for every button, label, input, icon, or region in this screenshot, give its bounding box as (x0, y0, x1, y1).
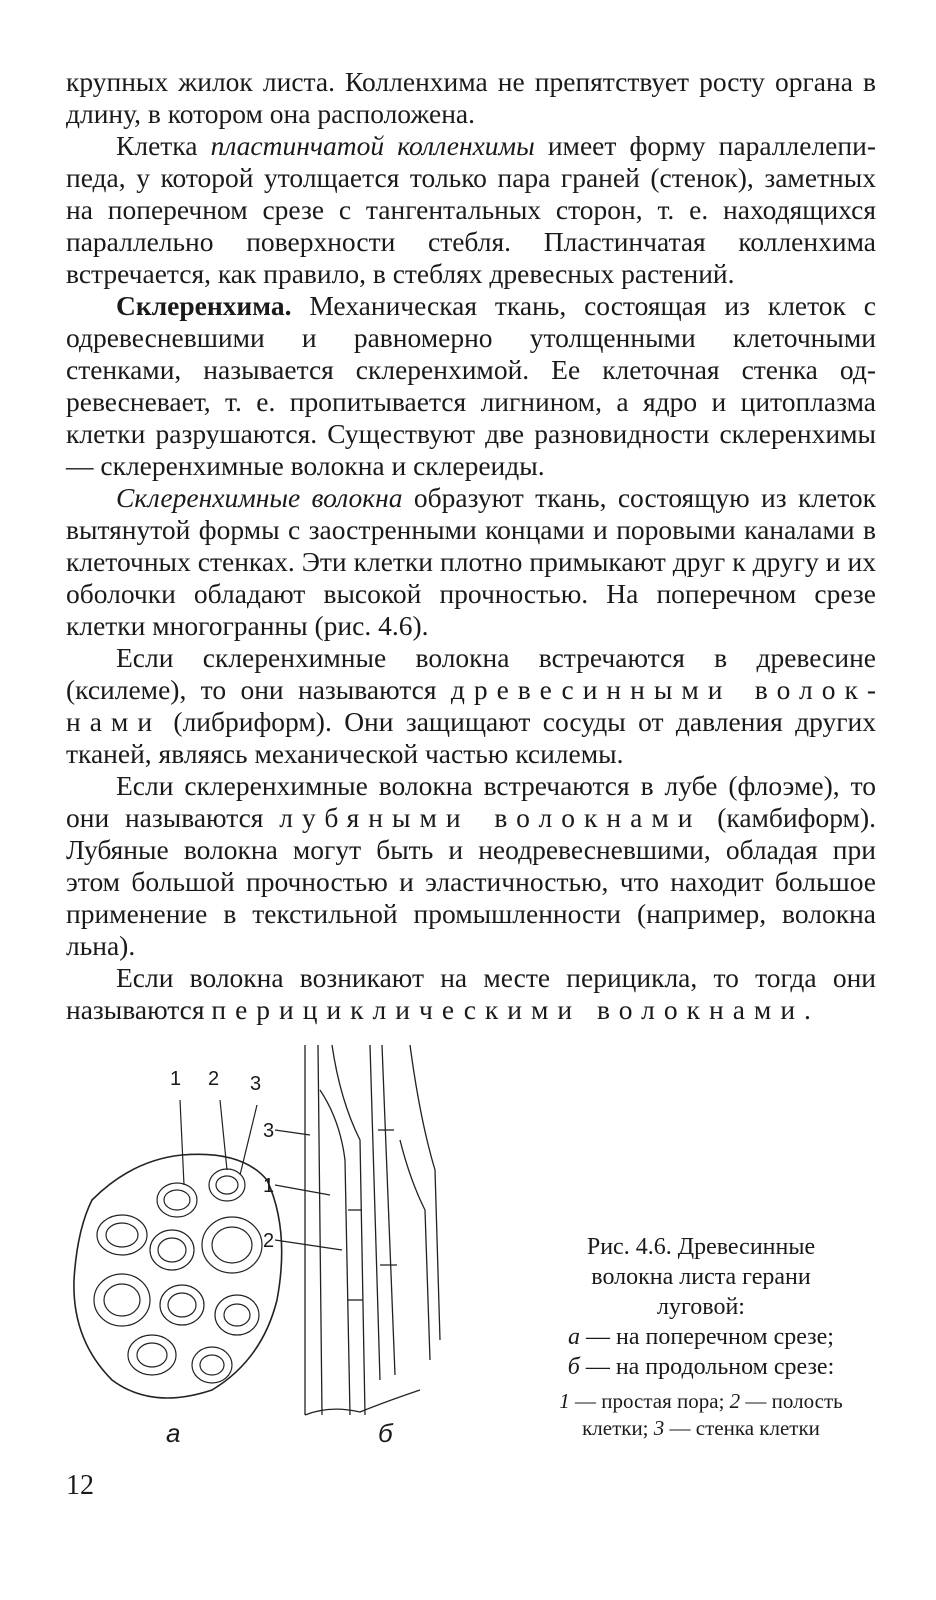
caption-line-4: а — на поперечном срезе; (568, 1324, 834, 1350)
figure-label-b: б (378, 1418, 393, 1448)
label-number-2-a: 2 (208, 1068, 220, 1090)
paragraph-3: Склеренхима. Механическая ткань, состоящая из клеток с одревесневшими и равномерно утолщенными клеточными стенками, называется склеренхимой. Ее клеточная стенка одревесневает, т. е. пропитывается лигнином, а ядро и цитоплазма клетки разрушаются. Существуют две разновидности склеренхимы — склеренхимные волокна и склереиды. (66, 290, 876, 481)
page-number: 12 (66, 1470, 94, 1501)
label-number-1-b: 1 (263, 1175, 275, 1197)
label-number-3-b: 3 (263, 1120, 275, 1142)
caption-line-6: 1 — простая пора; 2 — полость (559, 1389, 843, 1413)
paragraph-1: крупных жилок листа. Колленхима не препятствует росту органа в длину, в котором она расположена. (66, 66, 876, 129)
term-pericyclic-fibers: перициклическими волокнами (211, 994, 805, 1025)
label-number-1-a: 1 (170, 1068, 182, 1090)
term-sclerenchyma-fibers: Склеренхимные волокна (116, 482, 403, 513)
term-sclerenchyma: Склеренхима. (116, 290, 292, 321)
paragraph-5: Если склеренхимные волокна встречаются в древесине (ксилеме), то они называются древесинными волокнами (либриформ). Они защищают сосуды от давления других тканей, являясь механической частью ксилемы. (66, 642, 876, 769)
caption-line-7: клетки; 3 — стенка клетки (582, 1416, 820, 1440)
paragraph-2: Клетка пластинчатой колленхимы имеет форму параллелепипеда, у которой утолщается только пара граней (стенок), заметных на поперечном срезе с тангентальных сторон, т. е. находящихся параллельно поверхности стебля. Пластинчатая колленхима встречается, как правило, в стеблях древесных растений. (66, 130, 876, 289)
caption-line-5: б — на продольном срезе: (567, 1354, 835, 1380)
paragraph-7: Если волокна возникают на месте перицикла, то тогда они называются перициклическими волокнами. (66, 962, 876, 1025)
cross-section-drawing (62, 1060, 292, 1420)
label-number-2-b: 2 (263, 1230, 275, 1252)
figure-label-a: а (166, 1418, 181, 1448)
longitudinal-section-drawing (270, 1040, 470, 1420)
paragraph-4: Склеренхимные волокна образуют ткань, состоящую из клеток вытянутой формы с заостренными концами и поровыми каналами в клеточных стенках. Эти клетки плотно примыкают друг к другу и их оболочки обладают высокой прочностью. На поперечном срезе клетки многогранны (рис. 4.6). (66, 482, 876, 641)
term-wood-fibers: древесинными волокнами (66, 674, 876, 737)
term-plate-collenchyma: пластинчатой колленхимы (210, 130, 535, 161)
body-text (66, 66, 876, 1026)
figure-caption (515, 1232, 887, 1442)
label-number-3-a: 3 (250, 1073, 262, 1095)
caption-line-3: луговой: (657, 1294, 745, 1320)
caption-line-2: волокна листа герани (591, 1264, 811, 1290)
caption-line-1: Рис. 4.6. Древесинные (586, 1234, 816, 1260)
paragraph-6: Если склеренхимные волокна встречаются в лубе (флоэме), то они называются лубяными волокнами (камбиформ). Лубяные волокна могут быть и неодревесневшими, обладая при этом большой прочностью и эластичностью, что находит большое применение в текстильной промышленности (например, волокна льна). (66, 770, 876, 961)
term-bast-fibers: лубяными волокнами (279, 802, 702, 833)
